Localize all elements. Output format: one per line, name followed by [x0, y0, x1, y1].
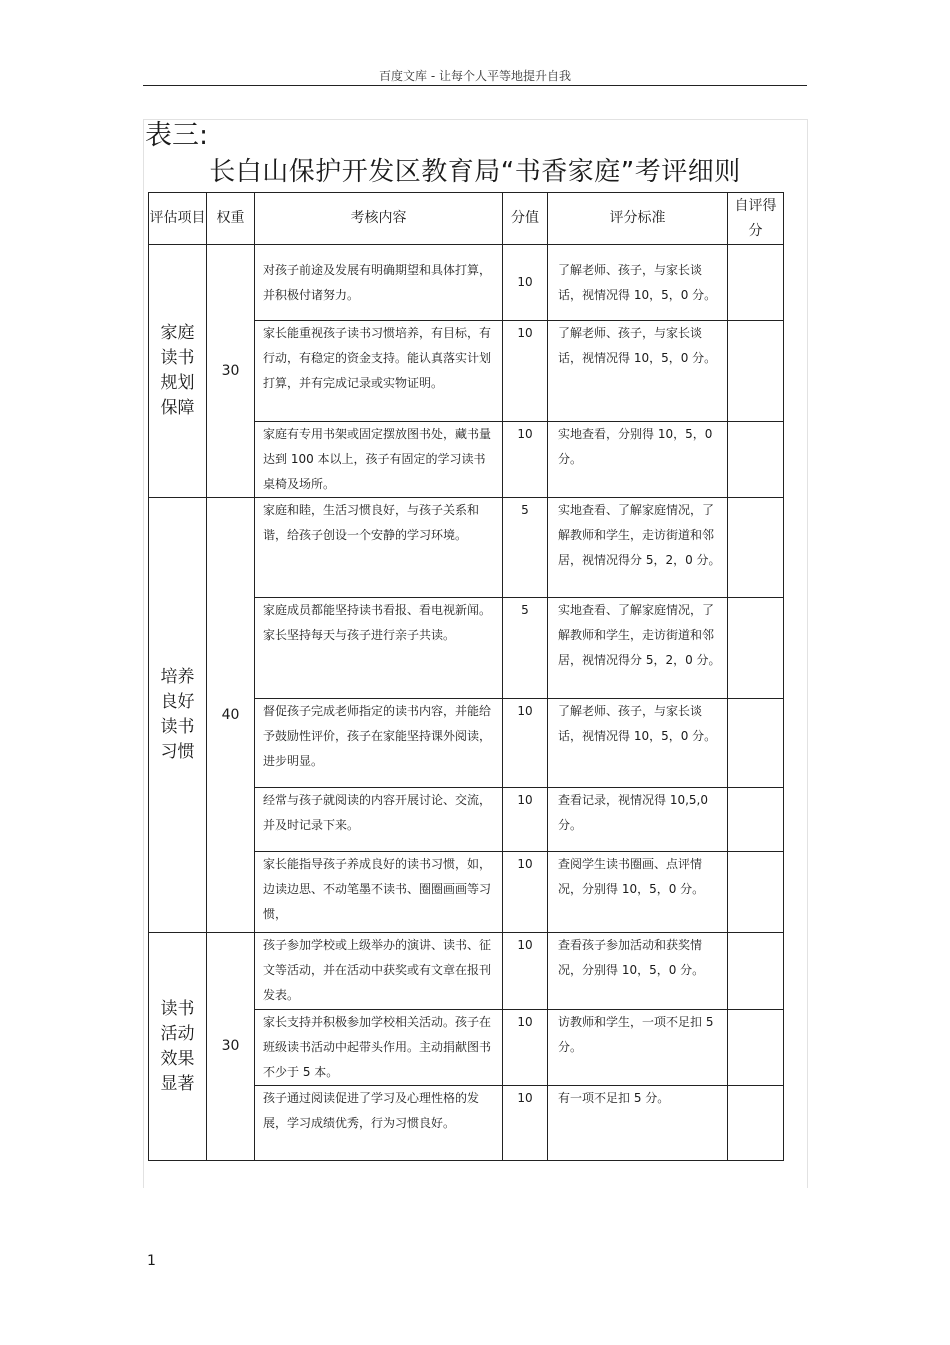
weight-cell: 30 [207, 933, 255, 1161]
score-cell: 10 [503, 699, 548, 788]
score-cell: 10 [503, 933, 548, 1010]
header-divider [143, 85, 807, 86]
score-cell: 10 [503, 1010, 548, 1086]
content-cell: 经常与孩子就阅读的内容开展讨论、交流，并及时记录下来。 [255, 788, 503, 852]
page-number: 1 [147, 1253, 156, 1269]
table-header-row [149, 193, 784, 245]
standard-cell: 查看孩子参加活动和获奖情况，分别得 10，5，0 分。 [548, 933, 728, 1010]
content-cell: 家庭有专用书架或固定摆放图书处，藏书量达到 100 本以上，孩子有固定的学习读书桌椅及场所。 [255, 422, 503, 498]
category-cell: 培养良好读书习惯 [149, 498, 207, 933]
standard-cell: 了解老师、孩子，与家长谈话，视情况得 10，5，0 分。 [548, 245, 728, 321]
document-title: 长白山保护开发区教育局“书香家庭”考评细则 [209, 157, 741, 187]
score-cell: 5 [503, 498, 548, 598]
content-cell: 孩子参加学校或上级举办的演讲、读书、征文等活动，并在活动中获奖或有文章在报刊发表。 [255, 933, 503, 1010]
weight-cell: 40 [207, 498, 255, 933]
score-cell: 10 [503, 1086, 548, 1161]
self-score-cell [728, 598, 784, 699]
self-score-cell [728, 245, 784, 321]
col-header-category: 评估项目 [149, 193, 207, 245]
standard-cell: 有一项不足扣 5 分。 [548, 1086, 728, 1161]
self-score-cell [728, 699, 784, 788]
self-score-cell [728, 1010, 784, 1086]
content-cell: 督促孩子完成老师指定的读书内容，并能给予鼓励性评价，孩子在家能坚持课外阅读，进步明显。 [255, 699, 503, 788]
self-score-cell [728, 933, 784, 1010]
content-cell: 家庭和睦，生活习惯良好，与孩子关系和谐，给孩子创设一个安静的学习环境。 [255, 498, 503, 598]
table-row [149, 498, 784, 598]
evaluation-table [148, 192, 784, 1161]
self-score-cell [728, 422, 784, 498]
content-cell: 家长能指导孩子养成良好的读书习惯，如，边读边思、不动笔墨不读书、圈圈画画等习惯， [255, 852, 503, 933]
page-header: 百度文库 - 让每个人平等地提升自我 [379, 69, 571, 83]
score-cell: 10 [503, 245, 548, 321]
category-cell: 读书活动效果显著 [149, 933, 207, 1161]
content-cell: 家庭成员都能坚持读书看报、看电视新闻。家长坚持每天与孩子进行亲子共读。 [255, 598, 503, 699]
score-cell: 10 [503, 788, 548, 852]
content-cell: 对孩子前途及发展有明确期望和具体打算，并积极付诸努力。 [255, 245, 503, 321]
score-cell: 10 [503, 422, 548, 498]
col-header-content: 考核内容 [255, 193, 503, 245]
standard-cell: 访教师和学生，一项不足扣 5 分。 [548, 1010, 728, 1086]
standard-cell: 查阅学生读书圈画、点评情况，分别得 10，5，0 分。 [548, 852, 728, 933]
self-score-cell [728, 852, 784, 933]
table-row [149, 933, 784, 1010]
standard-cell: 实地查看、了解家庭情况，了解教师和学生，走访街道和邻居，视情况得分 5，2，0 分。 [548, 498, 728, 598]
self-score-cell [728, 321, 784, 422]
self-score-cell [728, 498, 784, 598]
col-header-self-score: 自评得分 [728, 193, 784, 245]
col-header-weight: 权重 [207, 193, 255, 245]
standard-cell: 实地查看，分别得 10，5，0 分。 [548, 422, 728, 498]
evaluation-table-wrapper [148, 192, 784, 1161]
standard-cell: 查看记录，视情况得 10,5,0 分。 [548, 788, 728, 852]
weight-cell: 30 [207, 245, 255, 498]
self-score-cell [728, 788, 784, 852]
content-cell: 孩子通过阅读促进了学习及心理性格的发展，学习成绩优秀，行为习惯良好。 [255, 1086, 503, 1161]
score-cell: 10 [503, 852, 548, 933]
self-score-cell [728, 1086, 784, 1161]
standard-cell: 实地查看、了解家庭情况，了解教师和学生，走访街道和邻居，视情况得分 5，2，0 分。 [548, 598, 728, 699]
col-header-standard: 评分标准 [548, 193, 728, 245]
standard-cell: 了解老师、孩子，与家长谈话，视情况得 10，5，0 分。 [548, 699, 728, 788]
table-row [149, 245, 784, 321]
content-cell: 家长能重视孩子读书习惯培养，有目标，有行动，有稳定的资金支持。能认真落实计划打算，并有完成记录或实物证明。 [255, 321, 503, 422]
content-cell: 家长支持并积极参加学校相关活动。孩子在班级读书活动中起带头作用。主动捐献图书不少于 5 本。 [255, 1010, 503, 1086]
category-cell: 家庭读书规划保障 [149, 245, 207, 498]
standard-cell: 了解老师、孩子，与家长谈话，视情况得 10，5，0 分。 [548, 321, 728, 422]
score-cell: 5 [503, 598, 548, 699]
score-cell: 10 [503, 321, 548, 422]
table-label: 表三: [145, 120, 209, 151]
col-header-score: 分值 [503, 193, 548, 245]
